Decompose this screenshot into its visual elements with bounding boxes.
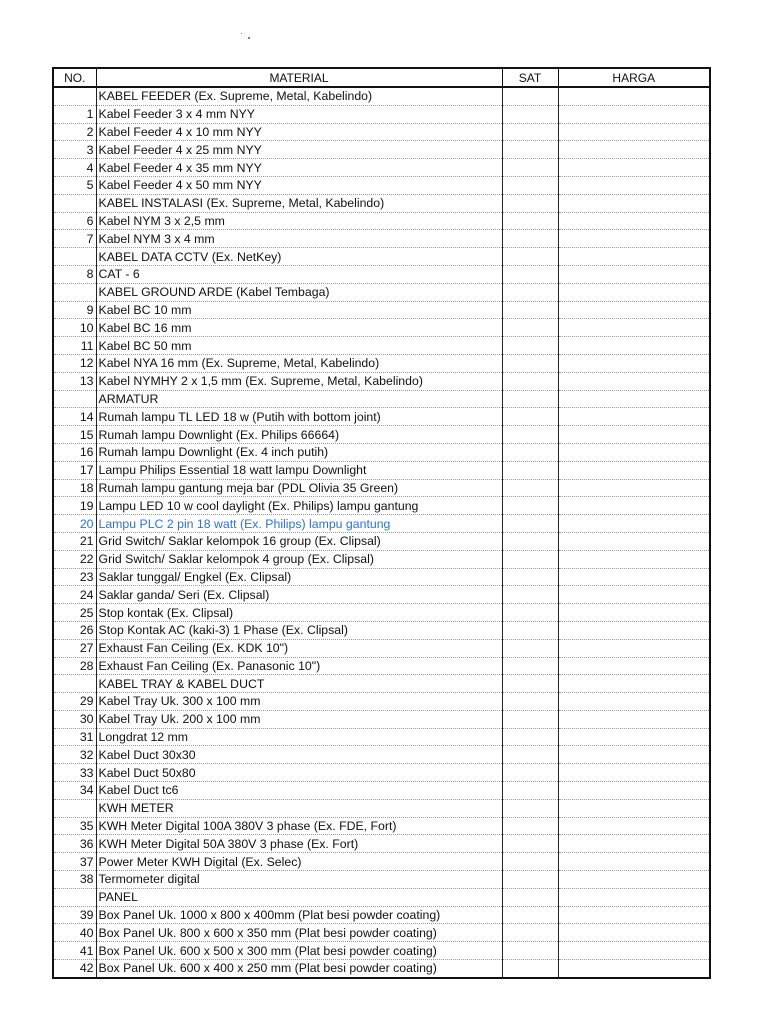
row-harga (558, 497, 710, 515)
row-harga (558, 301, 710, 319)
row-sat (502, 372, 558, 390)
row-harga (558, 248, 710, 266)
row-material: Grid Switch/ Saklar kelompok 4 group (Ex. Clipsal) (96, 550, 502, 568)
row-material: Exhaust Fan Ceiling (Ex. Panasonic 10") (96, 657, 502, 675)
row-sat (502, 728, 558, 746)
row-number: 3 (53, 141, 96, 159)
row-harga (558, 782, 710, 800)
row-material: ARMATUR (96, 390, 502, 408)
row-number: 19 (53, 497, 96, 515)
row-sat (502, 141, 558, 159)
row-number: 8 (53, 265, 96, 283)
row-sat (502, 817, 558, 835)
row-harga (558, 710, 710, 728)
table-row (53, 817, 710, 835)
table-row (53, 337, 710, 355)
row-harga (558, 87, 710, 105)
row-sat (502, 354, 558, 372)
row-number: 16 (53, 443, 96, 461)
row-sat (502, 586, 558, 604)
table-row (53, 657, 710, 675)
row-harga (558, 657, 710, 675)
section-row (53, 248, 710, 266)
row-harga (558, 230, 710, 248)
row-harga (558, 728, 710, 746)
row-number: 9 (53, 301, 96, 319)
row-sat (502, 248, 558, 266)
row-harga (558, 337, 710, 355)
row-material: Kabel Duct tc6 (96, 782, 502, 800)
row-material: Lampu PLC 2 pin 18 watt (Ex. Philips) lampu gantung (96, 515, 502, 533)
row-number: 27 (53, 639, 96, 657)
row-material: Kabel NYM 3 x 2,5 mm (96, 212, 502, 230)
row-number: 37 (53, 853, 96, 871)
row-number: 12 (53, 354, 96, 372)
row-sat (502, 888, 558, 906)
row-sat (502, 942, 558, 960)
row-sat (502, 337, 558, 355)
table-row (53, 746, 710, 764)
table-row (53, 621, 710, 639)
row-harga (558, 586, 710, 604)
table-row (53, 586, 710, 604)
header-sat: SAT (502, 68, 558, 87)
table-row (53, 461, 710, 479)
table-row (53, 265, 710, 283)
row-number: 34 (53, 782, 96, 800)
row-material: Stop Kontak AC (kaki-3) 1 Phase (Ex. Clipsal) (96, 621, 502, 639)
table-row (53, 372, 710, 390)
row-material: Grid Switch/ Saklar kelompok 16 group (Ex. Clipsal) (96, 532, 502, 550)
row-material: Kabel Duct 30x30 (96, 746, 502, 764)
row-sat (502, 443, 558, 461)
row-material: Exhaust Fan Ceiling (Ex. KDK 10") (96, 639, 502, 657)
row-harga (558, 746, 710, 764)
row-material: Kabel BC 16 mm (96, 319, 502, 337)
row-number: 14 (53, 408, 96, 426)
row-number: 13 (53, 372, 96, 390)
table-row (53, 728, 710, 746)
row-material: Lampu Philips Essential 18 watt lampu Downlight (96, 461, 502, 479)
row-harga (558, 479, 710, 497)
row-material: Rumah lampu Downlight (Ex. Philips 66664) (96, 426, 502, 444)
row-material: KABEL GROUND ARDE (Kabel Tembaga) (96, 283, 502, 301)
table-row (53, 408, 710, 426)
row-material: KWH METER (96, 799, 502, 817)
row-sat (502, 532, 558, 550)
row-harga (558, 764, 710, 782)
row-sat (502, 159, 558, 177)
table-row (53, 639, 710, 657)
row-harga (558, 532, 710, 550)
row-number: 11 (53, 337, 96, 355)
row-sat (502, 550, 558, 568)
row-harga (558, 675, 710, 693)
header-harga: HARGA (558, 68, 710, 87)
row-number: 21 (53, 532, 96, 550)
row-sat (502, 675, 558, 693)
table-body (53, 87, 710, 978)
row-harga (558, 568, 710, 586)
row-number (53, 248, 96, 266)
row-material: Kabel Tray Uk. 300 x 100 mm (96, 693, 502, 711)
row-material: Rumah lampu TL LED 18 w (Putih with bottom joint) (96, 408, 502, 426)
row-sat (502, 693, 558, 711)
row-sat (502, 746, 558, 764)
table-row (53, 782, 710, 800)
row-harga (558, 906, 710, 924)
row-harga (558, 853, 710, 871)
row-sat (502, 265, 558, 283)
table-row (53, 835, 710, 853)
row-sat (502, 799, 558, 817)
row-sat (502, 194, 558, 212)
scan-speck (248, 37, 250, 39)
row-material: Termometer digital (96, 871, 502, 889)
row-material: Kabel Duct 50x80 (96, 764, 502, 782)
row-sat (502, 426, 558, 444)
table-row (53, 123, 710, 141)
row-material: Rumah lampu Downlight (Ex. 4 inch putih) (96, 443, 502, 461)
table-row (53, 159, 710, 177)
row-number: 4 (53, 159, 96, 177)
table-row (53, 479, 710, 497)
row-harga (558, 159, 710, 177)
table-row (53, 550, 710, 568)
row-sat (502, 871, 558, 889)
row-material: Kabel Tray Uk. 200 x 100 mm (96, 710, 502, 728)
row-sat (502, 283, 558, 301)
section-row (53, 390, 710, 408)
row-number: 15 (53, 426, 96, 444)
table-row (53, 497, 710, 515)
row-harga (558, 942, 710, 960)
row-harga (558, 924, 710, 942)
row-sat (502, 212, 558, 230)
row-harga (558, 141, 710, 159)
row-number (53, 888, 96, 906)
row-material: Saklar ganda/ Seri (Ex. Clipsal) (96, 586, 502, 604)
row-sat (502, 87, 558, 105)
row-number: 1 (53, 105, 96, 123)
row-material: Kabel BC 50 mm (96, 337, 502, 355)
row-harga (558, 123, 710, 141)
table-row (53, 105, 710, 123)
row-sat (502, 906, 558, 924)
row-sat (502, 301, 558, 319)
row-material: KABEL FEEDER (Ex. Supreme, Metal, Kabelindo) (96, 87, 502, 105)
row-number: 26 (53, 621, 96, 639)
table-row (53, 871, 710, 889)
row-harga (558, 354, 710, 372)
row-sat (502, 835, 558, 853)
table-row (53, 301, 710, 319)
section-row (53, 675, 710, 693)
row-harga (558, 621, 710, 639)
row-sat (502, 515, 558, 533)
row-number (53, 87, 96, 105)
row-material: Kabel NYMHY 2 x 1,5 mm (Ex. Supreme, Metal, Kabelindo) (96, 372, 502, 390)
row-number: 38 (53, 871, 96, 889)
row-sat (502, 390, 558, 408)
row-number (53, 675, 96, 693)
row-material: KABEL DATA CCTV (Ex. NetKey) (96, 248, 502, 266)
row-number: 10 (53, 319, 96, 337)
row-harga (558, 105, 710, 123)
table-row (53, 176, 710, 194)
row-material: KABEL INSTALASI (Ex. Supreme, Metal, Kabelindo) (96, 194, 502, 212)
row-sat (502, 319, 558, 337)
row-sat (502, 657, 558, 675)
table-row (53, 212, 710, 230)
row-material: KWH Meter Digital 100A 380V 3 phase (Ex. FDE, Fort) (96, 817, 502, 835)
row-harga (558, 212, 710, 230)
table-row (53, 141, 710, 159)
table-row (53, 924, 710, 942)
row-harga (558, 319, 710, 337)
row-material: PANEL (96, 888, 502, 906)
table-row (53, 693, 710, 711)
row-sat (502, 568, 558, 586)
row-harga (558, 693, 710, 711)
table-row (53, 426, 710, 444)
row-material: Saklar tunggal/ Engkel (Ex. Clipsal) (96, 568, 502, 586)
table-row (53, 710, 710, 728)
row-number: 5 (53, 176, 96, 194)
row-number: 6 (53, 212, 96, 230)
row-harga (558, 176, 710, 194)
section-row (53, 87, 710, 105)
row-number: 32 (53, 746, 96, 764)
row-sat (502, 230, 558, 248)
table-row (53, 568, 710, 586)
row-material: Power Meter KWH Digital (Ex. Selec) (96, 853, 502, 871)
table-row (53, 960, 710, 978)
table-header (53, 68, 710, 87)
row-number (53, 283, 96, 301)
row-material: Box Panel Uk. 600 x 400 x 250 mm (Plat besi powder coating) (96, 960, 502, 978)
row-harga (558, 960, 710, 978)
row-number: 39 (53, 906, 96, 924)
header-row (53, 68, 710, 87)
table-row (53, 906, 710, 924)
table-row (53, 532, 710, 550)
row-sat (502, 924, 558, 942)
row-material: Kabel NYA 16 mm (Ex. Supreme, Metal, Kabelindo) (96, 354, 502, 372)
row-sat (502, 461, 558, 479)
row-number: 17 (53, 461, 96, 479)
row-sat (502, 710, 558, 728)
row-sat (502, 764, 558, 782)
row-number: 29 (53, 693, 96, 711)
row-number: 33 (53, 764, 96, 782)
row-harga (558, 265, 710, 283)
row-harga (558, 372, 710, 390)
table-row (53, 354, 710, 372)
row-harga (558, 604, 710, 622)
row-number (53, 799, 96, 817)
header-material: MATERIAL (96, 68, 502, 87)
row-number: 2 (53, 123, 96, 141)
row-number: 24 (53, 586, 96, 604)
row-number: 41 (53, 942, 96, 960)
row-sat (502, 176, 558, 194)
row-material: KABEL TRAY & KABEL DUCT (96, 675, 502, 693)
table-row (53, 319, 710, 337)
row-material: Longdrat 12 mm (96, 728, 502, 746)
row-number: 23 (53, 568, 96, 586)
section-row (53, 194, 710, 212)
row-harga (558, 515, 710, 533)
row-harga (558, 426, 710, 444)
table-row (53, 942, 710, 960)
row-sat (502, 639, 558, 657)
row-material: Box Panel Uk. 800 x 600 x 350 mm (Plat besi powder coating) (96, 924, 502, 942)
row-number: 42 (53, 960, 96, 978)
row-sat (502, 782, 558, 800)
row-number: 30 (53, 710, 96, 728)
table-row (53, 764, 710, 782)
row-harga (558, 799, 710, 817)
table-row (53, 443, 710, 461)
row-harga (558, 408, 710, 426)
row-material: Kabel NYM 3 x 4 mm (96, 230, 502, 248)
row-material: Kabel Feeder 3 x 4 mm NYY (96, 105, 502, 123)
header-no: NO. (53, 68, 96, 87)
row-number: 25 (53, 604, 96, 622)
row-harga (558, 283, 710, 301)
row-number (53, 390, 96, 408)
row-material: Box Panel Uk. 600 x 500 x 300 mm (Plat besi powder coating) (96, 942, 502, 960)
row-sat (502, 408, 558, 426)
row-harga (558, 871, 710, 889)
row-material: Lampu LED 10 w cool daylight (Ex. Philips) lampu gantung (96, 497, 502, 515)
row-number: 40 (53, 924, 96, 942)
row-material: Kabel Feeder 4 x 50 mm NYY (96, 176, 502, 194)
row-material: Rumah lampu gantung meja bar (PDL Olivia 35 Green) (96, 479, 502, 497)
row-harga (558, 550, 710, 568)
row-sat (502, 497, 558, 515)
row-sat (502, 479, 558, 497)
row-harga (558, 888, 710, 906)
row-number: 31 (53, 728, 96, 746)
row-harga (558, 835, 710, 853)
section-row (53, 283, 710, 301)
row-number: 35 (53, 817, 96, 835)
row-number: 7 (53, 230, 96, 248)
section-row (53, 888, 710, 906)
row-harga (558, 639, 710, 657)
row-material: Stop kontak (Ex. Clipsal) (96, 604, 502, 622)
row-material: Kabel BC 10 mm (96, 301, 502, 319)
row-material: CAT - 6 (96, 265, 502, 283)
row-sat (502, 960, 558, 978)
row-sat (502, 853, 558, 871)
row-material: Kabel Feeder 4 x 25 mm NYY (96, 141, 502, 159)
scan-speck (241, 33, 242, 34)
table-row (53, 853, 710, 871)
row-harga (558, 817, 710, 835)
row-number: 28 (53, 657, 96, 675)
row-harga (558, 194, 710, 212)
table-row (53, 230, 710, 248)
row-material: Kabel Feeder 4 x 35 mm NYY (96, 159, 502, 177)
table-row (53, 515, 710, 533)
row-sat (502, 105, 558, 123)
row-harga (558, 461, 710, 479)
row-material: Kabel Feeder 4 x 10 mm NYY (96, 123, 502, 141)
row-harga (558, 443, 710, 461)
row-sat (502, 604, 558, 622)
row-material: Box Panel Uk. 1000 x 800 x 400mm (Plat besi powder coating) (96, 906, 502, 924)
row-sat (502, 123, 558, 141)
row-number (53, 194, 96, 212)
row-sat (502, 621, 558, 639)
row-number: 36 (53, 835, 96, 853)
material-table (52, 67, 711, 979)
table-row (53, 604, 710, 622)
row-harga (558, 390, 710, 408)
row-number: 18 (53, 479, 96, 497)
row-number: 22 (53, 550, 96, 568)
section-row (53, 799, 710, 817)
row-material: KWH Meter Digital 50A 380V 3 phase (Ex. Fort) (96, 835, 502, 853)
row-number: 20 (53, 515, 96, 533)
